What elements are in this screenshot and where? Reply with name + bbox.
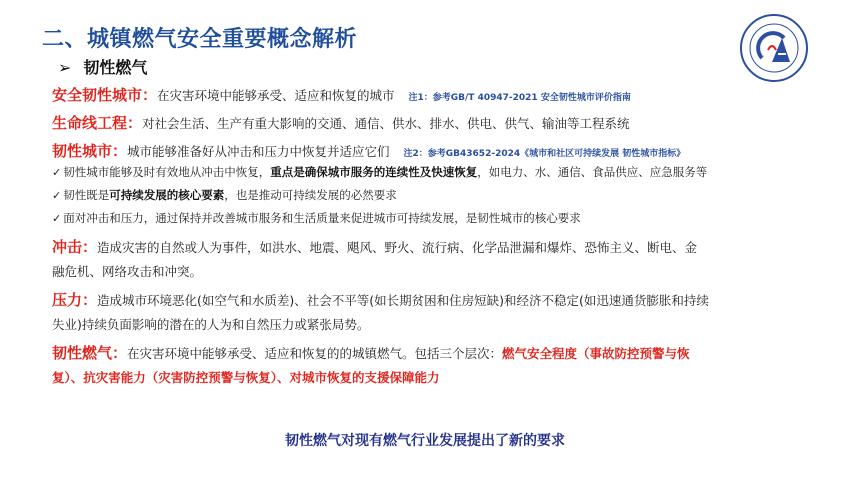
reference-note: 注2：参考GB43652-2024《城市和社区可持续发展 韧性城市指标》	[403, 149, 686, 159]
term-label: 冲击：	[52, 238, 98, 256]
term-label: 韧性燃气：	[52, 344, 128, 362]
term-label: 韧性城市：	[52, 142, 128, 160]
definition-text: 造成灾害的自然或人为事件，如洪水、地震、飓风、野火、流行病、化学品泄漏和爆炸、恐怖主义、断电、金	[97, 240, 698, 255]
definition-text: 对社会生活、生产有重大影响的交通、通信、供水、排水、供电、供气、输油等工程系统	[142, 116, 630, 131]
bullet-emphasis: 重点是确保城市服务的连续性及快速恢复	[270, 165, 478, 179]
bullet-text: 面对冲击和压力，通过保持并改善城市服务和生活质量来促进城市可持续发展，是韧性城市的核心要求	[63, 211, 581, 225]
term-label: 生命线工程：	[52, 114, 143, 132]
term-label: 压力：	[52, 291, 98, 309]
definition-text: 在灾害环境中能够承受、适应和恢复的的城镇燃气。包括三个层次：	[127, 346, 503, 361]
reference-note: 注1：参考GB/T 40947-2021 安全韧性城市评价指南	[408, 93, 631, 103]
definition-resilient-city	[52, 140, 685, 161]
section-subheading	[58, 55, 147, 78]
bullet-text: ，如电力、水、通信、食品供应、应急服务等	[477, 165, 708, 179]
definition-resilient-gas	[52, 342, 690, 363]
bullet-emphasis: 可持续发展的核心要素	[109, 188, 225, 202]
definition-shock	[52, 236, 697, 257]
bullet-text: ，也是推动可持续发展的必然要求	[224, 188, 397, 202]
bullet-text: 韧性既是	[63, 188, 110, 202]
definition-shock-continued: 融危机、网络攻击和冲突。	[52, 264, 203, 279]
definition-safety-resilient-city	[52, 84, 631, 105]
definition-lifeline-project	[52, 112, 630, 133]
definition-text: 在灾害环境中能够承受、适应和恢复的城市	[157, 88, 395, 103]
term-label: 安全韧性城市：	[52, 86, 158, 104]
check-icon: ✓	[52, 212, 62, 225]
footer-conclusion: 韧性燃气对现有燃气行业发展提出了新的要求	[285, 433, 565, 449]
gas-levels-text: 燃气安全程度（事故防控预警与恢	[502, 346, 690, 361]
check-icon: ✓	[52, 166, 62, 179]
page-title: 二、城镇燃气安全重要概念解析	[42, 27, 358, 52]
definition-text: 造成城市环境恶化(如空气和水质差)、社会不平等(如长期贫困和住房短缺)和经济不稳定(如迅速通货膨胀和持续	[97, 293, 709, 308]
check-icon: ✓	[52, 189, 62, 202]
gas-levels-continued: 复）、抗灾害能力（灾害防控预警与恢复）、对城市恢复的支援保障能力	[52, 370, 440, 385]
bullet-item	[52, 210, 581, 226]
bullet-text: 韧性城市能够及时有效地从冲击中恢复，	[63, 165, 271, 179]
definition-pressure	[52, 289, 709, 310]
arrow-bullet-icon: ➢	[58, 58, 72, 77]
bullet-item	[52, 187, 397, 203]
china-gas-association-logo	[738, 12, 810, 84]
subheading-text: 韧性燃气	[83, 58, 148, 77]
definition-pressure-continued: 失业)持续负面影响的潜在的人为和自然压力或紧张局势。	[52, 317, 370, 332]
definition-text: 城市能够准备好从冲击和压力中恢复并适应它们	[127, 144, 390, 159]
bullet-item	[52, 164, 707, 180]
